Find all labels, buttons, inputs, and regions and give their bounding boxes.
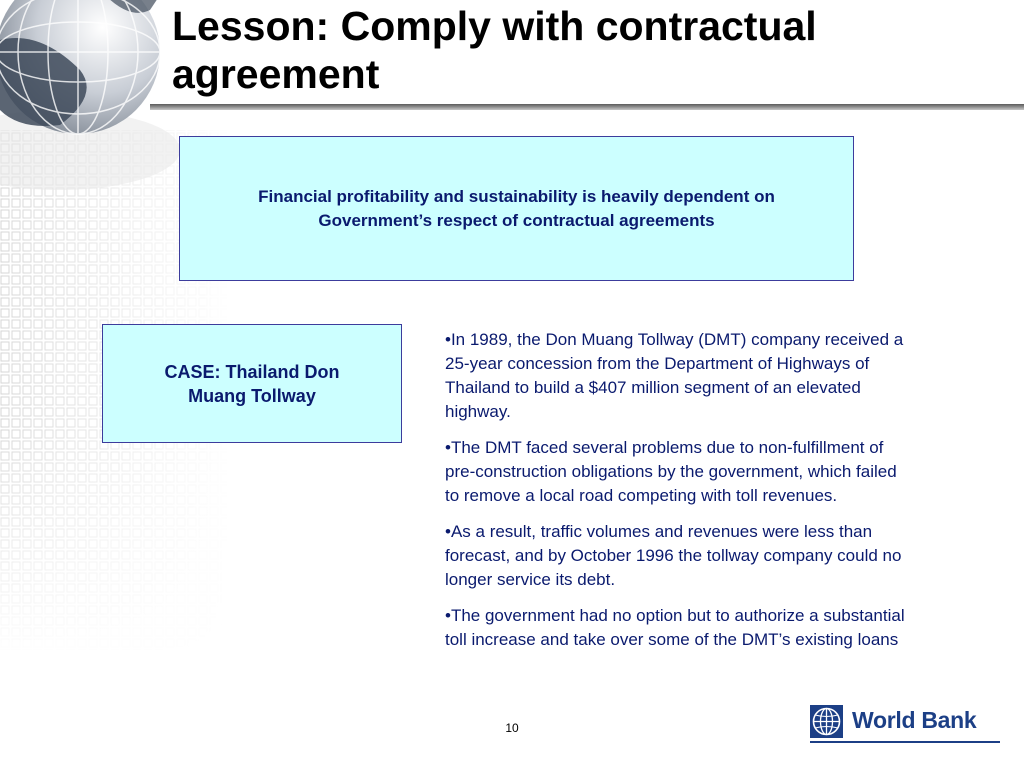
globe-icon — [0, 0, 160, 140]
bullet-item: •As a result, traffic volumes and revenues were less than forecast, and by October 1996 the tollway company could no longer service its debt. — [445, 522, 902, 589]
world-bank-globe-icon — [810, 705, 843, 738]
key-message-box — [179, 136, 854, 281]
world-bank-wordmark: World Bank — [852, 707, 977, 733]
world-bank-logo — [810, 703, 1000, 743]
page-number: 10 — [505, 721, 519, 735]
logo-underline — [810, 741, 1000, 743]
case-box — [102, 324, 402, 443]
key-message-text: Financial profitability and sustainability is heavily dependent on Government’s respect of contractual agreements — [258, 186, 775, 230]
title-divider — [150, 104, 1024, 110]
bullet-item: •In 1989, the Don Muang Tollway (DMT) company received a 25-year concession from the Department of Highways of Thailand to build a $407 million segment of an elevated highway. — [445, 330, 904, 421]
case-bullet-list — [445, 328, 915, 664]
bullet-item: •The government had no option but to authorize a substantial toll increase and take over some of the DMT’s existing loans — [445, 606, 905, 649]
case-title: CASE: Thailand Don Muang Tollway — [164, 361, 340, 406]
bullet-item: •The DMT faced several problems due to non-fulfillment of pre-construction obligations by the government, which failed to remove a local road competing with toll revenues. — [445, 438, 897, 505]
slide-title: Lesson: Comply with contractual agreement — [172, 3, 817, 97]
